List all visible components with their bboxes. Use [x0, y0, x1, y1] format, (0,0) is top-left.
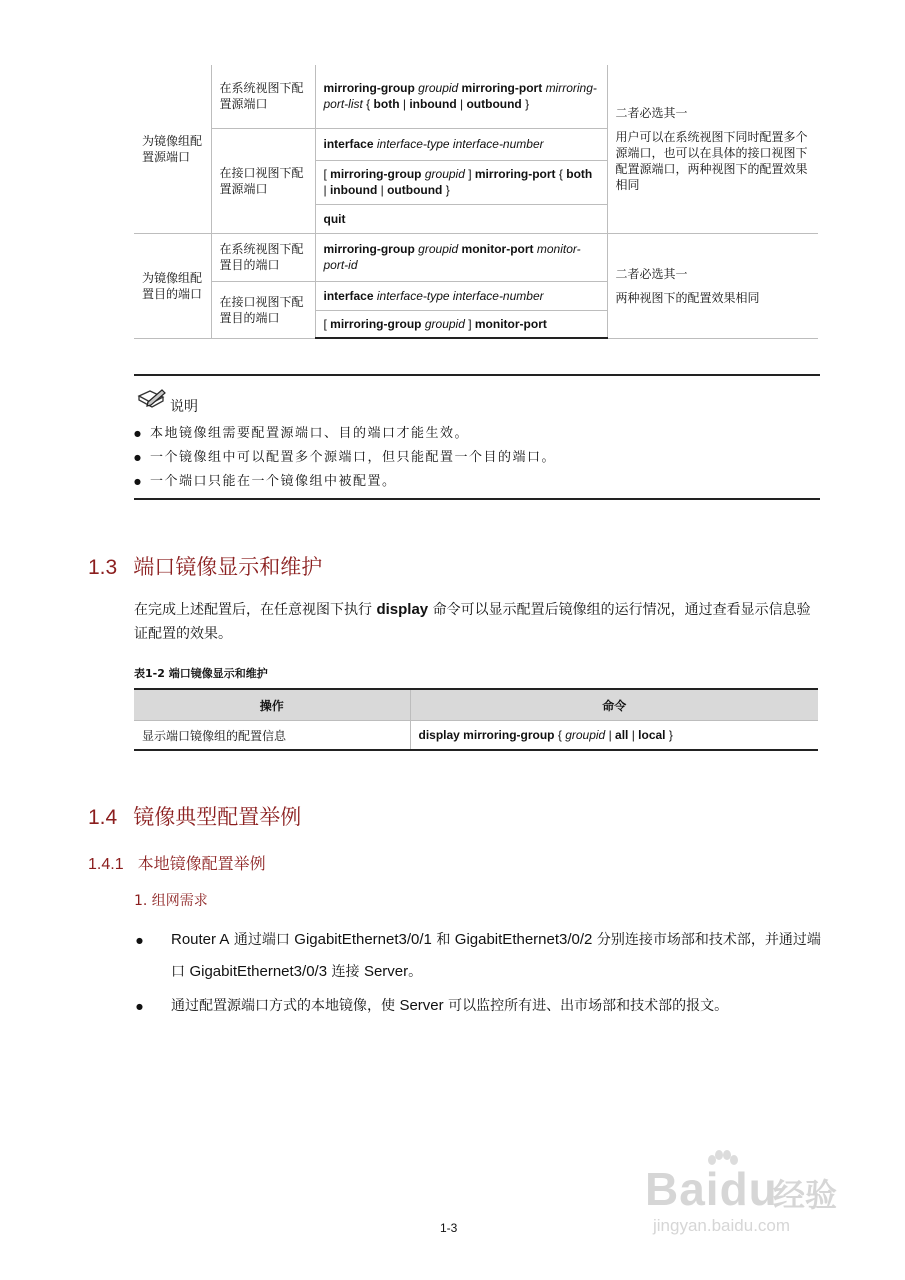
section-title: 本地镜像配置举例 [137, 854, 266, 873]
requirement-text: Server [363, 963, 409, 980]
section-heading-1-4-1 [88, 851, 266, 874]
cmd-segment: groupid [424, 167, 465, 181]
table-cell-cmd [410, 721, 818, 751]
config-table [134, 65, 818, 339]
cmd-segment: [ [323, 316, 331, 331]
section-heading-1-3 [88, 551, 322, 581]
requirement-text: 通过端口 [229, 932, 295, 948]
note-list [134, 422, 556, 494]
cmd-segment: monitor-port-id [323, 242, 581, 272]
cmd-cell [315, 128, 607, 160]
op-cell-dest: 为镜像组配置目的端口 [134, 233, 211, 338]
requirement-item [134, 924, 824, 988]
cmd-segment: } [521, 97, 530, 112]
cmd-segment: inbound [329, 183, 378, 197]
mode-cell-if-dest: 在接口视图下配置目的端口 [211, 281, 315, 338]
note-item: ● 一个镜像组中可以配置多个源端口，但只能配置一个目的端口。 [134, 446, 556, 470]
cmd-segment: monitor-port [461, 242, 534, 256]
cmd-segment: ] [464, 167, 475, 181]
cmd-segment: } [442, 183, 450, 197]
cmd-segment: monitor-port [474, 316, 547, 331]
section-number: 1.4.1 [88, 856, 124, 873]
remark-body: 两种视图下的配置效果相同 [615, 290, 760, 305]
section-number: 1.4 [88, 806, 118, 829]
subsection-title: 1. 组网需求 [134, 893, 208, 909]
note-item: ● 本地镜像组需要配置源端口、目的端口才能生效。 [134, 422, 556, 446]
note-item: ● 一个端口只能在一个镜像组中被配置。 [134, 470, 556, 494]
requirement-text: 通过配置源端口方式的本地镜像，使 [171, 998, 400, 1014]
section-title: 端口镜像显示和维护 [133, 555, 323, 579]
remark-cell-dest [607, 233, 818, 338]
section-heading-1-4 [88, 801, 301, 831]
cmd-cell [315, 310, 607, 338]
para-text: 命令可以显示配置后镜像组的运行情况，通过查看显示信息验证配置的效果。 [134, 602, 811, 642]
table-caption: 表1-2 端口镜像显示和维护 [134, 667, 268, 680]
cmd-segment: interface-type interface-number [376, 288, 544, 303]
remark-cell-source [607, 65, 818, 233]
cmd-segment: both [373, 97, 400, 112]
mode-cell-sys-dest: 在系统视图下配置目的端口 [211, 233, 315, 281]
cmd-segment: | [456, 97, 467, 112]
cmd-segment: | [399, 97, 410, 112]
cmd-cell [315, 65, 607, 128]
remark-title: 二者必选其一 [615, 266, 688, 281]
cmd-segment: inbound [409, 97, 457, 112]
requirement-text: GigabitEthernet3/0/1 [294, 931, 432, 948]
cmd-cell [315, 233, 607, 281]
requirement-text: Server [399, 997, 444, 1014]
cmd-segment: } [665, 728, 673, 742]
op-cell-source: 为镜像组配置源端口 [134, 65, 211, 233]
mode-cell-sys-source: 在系统视图下配置源端口 [211, 65, 315, 128]
cmd-segment: interface [323, 288, 374, 303]
cmd-segment: groupid [424, 316, 465, 331]
cmd-segment: { [555, 167, 567, 181]
cmd-segment: | [377, 183, 388, 197]
page-number: 1-3 [440, 1221, 458, 1235]
section-1-3-paragraph [134, 598, 820, 646]
display-table [134, 688, 818, 751]
table-cell-op: 显示端口镜像组的配置信息 [134, 721, 410, 751]
cmd-segment: both [566, 167, 593, 181]
requirement-text: 。 [408, 964, 423, 980]
requirement-text: GigabitEthernet3/0/2 [454, 931, 593, 948]
cmd-segment: { [362, 97, 374, 112]
cmd-cell [315, 281, 607, 310]
cmd-segment: all [615, 728, 629, 742]
note-title: 说明 [170, 399, 198, 415]
cmd-segment: | [323, 183, 330, 197]
cmd-cell [315, 204, 607, 233]
cmd-segment: | [628, 728, 639, 742]
cmd-segment: outbound [387, 183, 443, 197]
cmd-segment: { [554, 728, 566, 742]
cmd-segment: mirroring-port [474, 167, 556, 181]
watermark-url: jingyan.baidu.com [653, 1216, 791, 1235]
requirement-item [134, 990, 824, 1022]
cmd-segment: mirroring-group [323, 242, 415, 256]
cmd-cell [315, 160, 607, 204]
requirement-text: Router A [171, 931, 230, 948]
note-box [134, 374, 820, 500]
cmd-segment: display mirroring-group [418, 728, 555, 742]
cmd-segment: [ [323, 167, 331, 181]
cmd-segment: interface [323, 137, 374, 151]
requirements-list [134, 924, 824, 1024]
requirement-text: 可以监控所有进、出市场部和技术部的报文。 [443, 998, 729, 1014]
table-header-op: 操作 [134, 689, 410, 721]
remark-body: 用户可以在系统视图下同时配置多个源端口，也可以在具体的接口视图下配置源端口，两种视图下的配置效果相同 [615, 129, 808, 192]
cmd-segment: mirroring-port-list [323, 81, 597, 112]
cmd-segment: mirroring-group [323, 81, 415, 96]
cmd-segment: ] [464, 316, 475, 331]
section-title: 镜像典型配置举例 [133, 805, 302, 829]
display-keyword: display [376, 601, 429, 618]
note-pencil-icon [136, 388, 168, 412]
cmd-segment: outbound [466, 97, 522, 112]
cmd-segment: mirroring-group [330, 167, 422, 181]
cmd-segment: mirroring-group [330, 316, 422, 331]
cmd-segment: groupid [418, 242, 459, 256]
table-header-cmd: 命令 [410, 689, 818, 721]
requirement-text: 分别连接市场部和技术部，并通过端口 [171, 932, 821, 980]
watermark-brand: Baidu [645, 1163, 778, 1215]
cmd-segment: quit [323, 211, 346, 226]
para-text: 在完成上述配置后，在任意视图下执行 [134, 602, 377, 618]
cmd-segment: mirroring-port [461, 81, 543, 96]
section-number: 1.3 [88, 556, 118, 579]
cmd-segment: groupid [565, 728, 606, 742]
requirement-text: 和 [431, 932, 455, 948]
requirement-text: GigabitEthernet3/0/3 [189, 963, 328, 980]
baidu-watermark [645, 1150, 855, 1240]
remark-title: 二者必选其一 [615, 105, 688, 120]
requirement-text: 连接 [327, 964, 364, 980]
cmd-segment: local [638, 728, 666, 742]
mode-cell-if-source: 在接口视图下配置源端口 [211, 128, 315, 233]
cmd-segment: groupid [418, 81, 459, 96]
cmd-segment: | [605, 728, 616, 742]
watermark-brand-cn: 经验 [773, 1176, 838, 1214]
cmd-segment: interface-type interface-number [376, 137, 544, 151]
